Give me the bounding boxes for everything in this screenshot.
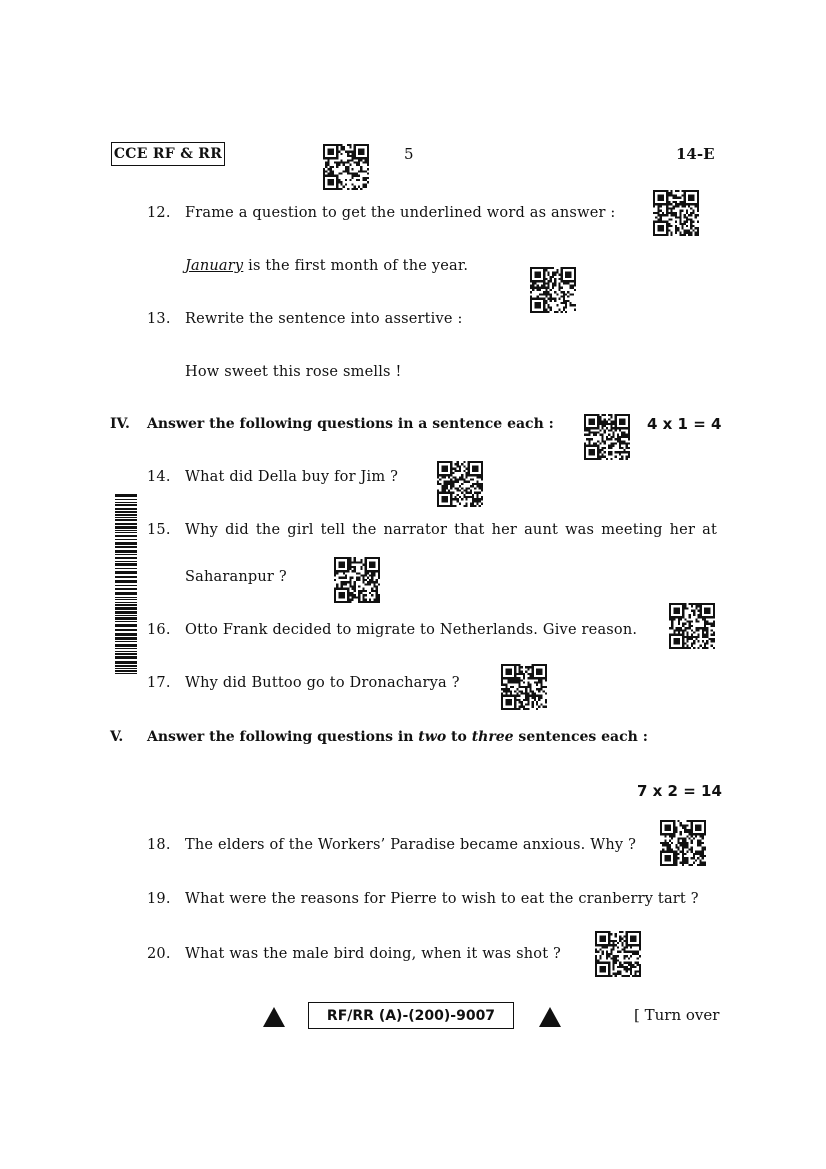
question-16-text: Otto Frank decided to migrate to Netherlands. Give reason. [185,622,638,638]
question-14-text: What did Della buy for Jim ? [185,469,399,485]
exam-label: CCE RF & RR [113,146,223,162]
question-15-text-line2: Saharanpur ? [185,569,287,585]
question-13-sentence: How sweet this rose smells ! [185,364,402,380]
qr-code-icon [660,820,706,866]
turn-over-text: [ Turn over [634,1006,720,1024]
qr-code-icon [334,557,380,603]
section-4-title: Answer the following questions in a sentence each : [147,416,554,432]
footer-code-box [308,1002,514,1029]
question-19-text: What were the reasons for Pierre to wish to eat the cranberry tart ? [185,891,699,907]
qr-code-icon [501,664,547,710]
question-18-number: 18. [147,837,171,853]
section-5-marks: 7 x 2 = 14 [637,782,722,800]
section-5-title-a: Answer the following questions in [147,729,419,745]
qr-code-icon [653,190,699,236]
footer-code: RF/RR (A)-(200)-9007 [326,1007,496,1024]
question-20-number: 20. [147,946,171,962]
qr-code-icon [437,461,483,507]
qr-code-icon [669,603,715,649]
qr-code-icon [323,144,369,190]
triangle-marker-icon [263,1007,285,1027]
qr-code-icon [584,414,630,460]
section-5-numeral: V. [110,729,124,745]
section-4-numeral: IV. [110,416,130,432]
question-19-number: 19. [147,891,171,907]
triangle-marker-icon [539,1007,561,1027]
page-number: 5 [404,145,414,163]
question-12-sentence-rest: is the first month of the year. [243,258,469,274]
question-12-sentence [185,258,468,274]
question-20-text: What was the male bird doing, when it was shot ? [185,946,562,962]
question-13-text: Rewrite the sentence into assertive : [185,311,463,327]
question-13-number: 13. [147,311,171,327]
section-4-marks: 4 x 1 = 4 [647,415,722,433]
question-17-number: 17. [147,675,171,691]
question-17-text: Why did Buttoo go to Dronacharya ? [185,675,460,691]
question-12-number: 12. [147,205,171,221]
exam-label-box [111,142,225,166]
question-15-number: 15. [147,522,171,538]
question-15-text-line1: Why did the girl tell the narrator that her aunt was meeting her at [185,522,717,538]
paper-code: 14-E [676,145,715,163]
section-5-title-three: three [471,729,514,745]
question-18-text: The elders of the Workers’ Paradise became anxious. Why ? [185,837,637,853]
section-5-title-to: to [446,729,472,745]
section-5-title-two: two [418,729,447,745]
question-16-number: 16. [147,622,171,638]
barcode-icon [115,494,137,674]
section-5-title [147,729,648,745]
qr-code-icon [530,267,576,313]
question-14-number: 14. [147,469,171,485]
question-12-text: Frame a question to get the underlined word as answer : [185,205,616,221]
section-5-title-b: sentences each : [513,729,648,745]
qr-code-icon [595,931,641,977]
underlined-word: January [185,258,244,274]
